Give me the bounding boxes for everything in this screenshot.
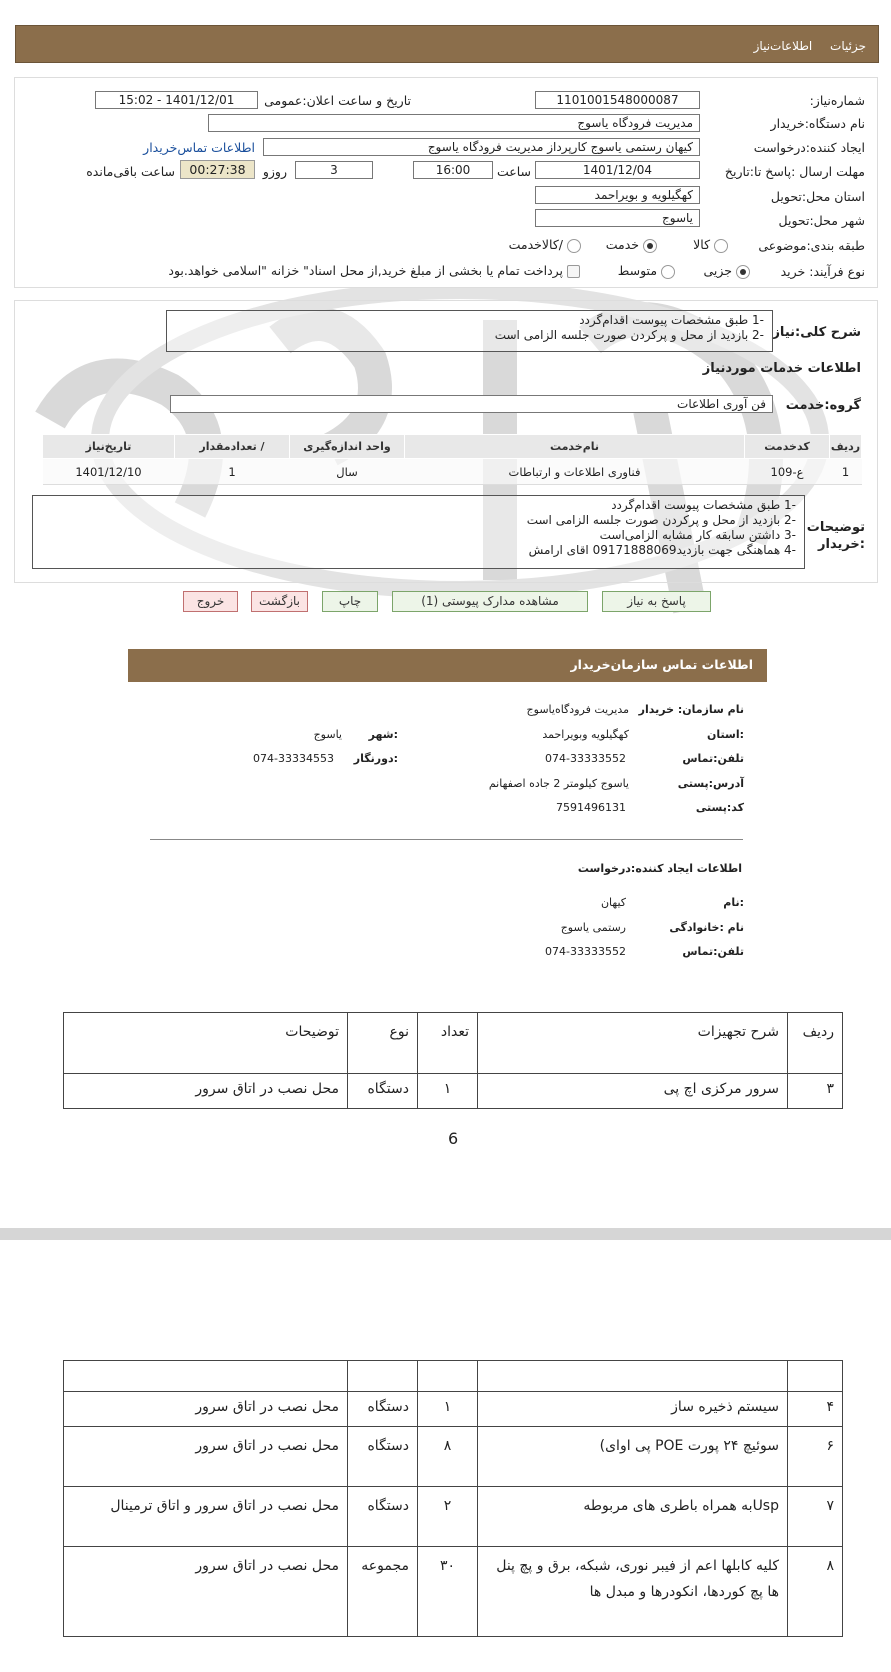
view-docs-button[interactable]: مشاهده مدارک پیوستی (1)	[392, 591, 588, 612]
cell-name: فناوری اطلاعات و ارتباطات	[405, 459, 745, 485]
eq2-count: ۳۰	[418, 1547, 478, 1637]
time-label: ساعت	[496, 164, 531, 179]
category-label: طبقه بندی:موضوعی	[758, 238, 865, 253]
phone2-value: 074-33333552	[545, 945, 626, 958]
buyer-note-line2: -2 بازدید از محل و پرکردن صورت جلسه الزامی است	[526, 513, 796, 527]
table-row	[64, 1392, 843, 1427]
name-value: کیهان	[600, 896, 626, 909]
services-table	[42, 434, 862, 485]
cell-qty: 1	[175, 459, 290, 485]
eq2-row: ۴	[788, 1392, 843, 1427]
radio-goods[interactable]	[714, 239, 728, 253]
group-field: فن آوری اطلاعات	[170, 395, 773, 413]
deadline-time-field: 16:00	[413, 161, 493, 179]
eq2-row: ۸	[788, 1547, 843, 1637]
radio-partial-label: جزیی	[703, 263, 733, 278]
col-row: ردیف	[830, 435, 862, 459]
radio-partial[interactable]	[736, 265, 750, 279]
family-value: رستمی یاسوج	[560, 921, 626, 934]
radio-both[interactable]	[567, 239, 581, 253]
contact-title-bar: اطلاعات تماس سازمان‌خریدار	[128, 649, 767, 682]
announce-label: تاریخ و ساعت اعلان:عمومی	[264, 93, 411, 108]
payment-note: پرداخت تمام یا بخشی از مبلغ خرید,از محل اسناد" خزانه "اسلامی خواهد.بود	[168, 263, 564, 278]
page-separator	[0, 1228, 891, 1240]
eq2-row: ۷	[788, 1487, 843, 1547]
family-label: نام :خانوادگی	[669, 921, 744, 934]
buyer-label: نام دستگاه:خریدار	[770, 116, 865, 131]
divider	[150, 839, 743, 840]
eq2-empty-1	[788, 1361, 843, 1392]
payment-checkbox[interactable]	[567, 265, 580, 278]
eq2-desc: سوئیچ ۲۴ پورت POE پی اوای)	[478, 1427, 788, 1487]
eq2-notes: محل نصب در اتاق سرور	[64, 1547, 348, 1637]
col-date: تاریخ‌نیاز	[43, 435, 175, 459]
col-code: کدخدمت	[745, 435, 830, 459]
need-number-field: 1101001548000087	[535, 91, 700, 109]
group-label: گروه:خدمت	[785, 398, 861, 413]
eq-col-count: تعداد	[418, 1013, 478, 1074]
radio-both-label: /کالاخدمت	[508, 237, 564, 252]
buyer-note-line1: -1 طبق مشخصات پیوست اقدام‌گردد	[611, 498, 796, 512]
remaining-label: ساعت باقی‌مانده	[86, 164, 175, 179]
org-value: مدیریت فرودگاه‌یاسوج	[526, 703, 629, 716]
creator-label: ایجاد کننده:درخواست	[753, 140, 865, 155]
postal-value: 7591496131	[556, 801, 626, 814]
equip-empty-row	[64, 1361, 843, 1392]
category-both[interactable]	[509, 237, 581, 253]
eq2-empty-3	[418, 1361, 478, 1392]
province-field: کهگیلویه و بویراحمد	[535, 186, 700, 204]
buyer-notes-label: توضیحات :خریدار	[806, 520, 865, 552]
eq-col-desc: شرح تجهیزات	[478, 1013, 788, 1074]
province-label: استان محل:تحویل	[770, 189, 865, 204]
deadline-date-field: 1401/12/04	[535, 161, 700, 179]
eq2-type: دستگاه	[348, 1392, 418, 1427]
eq2-empty-4	[348, 1361, 418, 1392]
postal-label: کد:پستی	[695, 801, 744, 814]
province-contact-value: کهگیلویه وبویراحمد	[542, 728, 629, 741]
name-label: :نام	[723, 896, 744, 909]
eq2-count: ۱	[418, 1392, 478, 1427]
address-label: آدرس:پستی	[677, 777, 744, 790]
table-row	[64, 1487, 843, 1547]
reply-button[interactable]: پاسخ به نیاز	[602, 591, 711, 612]
eq2-empty-5	[64, 1361, 348, 1392]
process-medium[interactable]	[618, 263, 675, 279]
services-header-row	[43, 435, 862, 459]
eq2-desc: کلیه کابلها اعم از فیبر نوری، شبکه، برق و پچ پنل ها پچ کوردها، انکودرها و مبدل ها	[478, 1547, 788, 1637]
print-button[interactable]: چاپ	[322, 591, 378, 612]
deadline-label: مهلت ارسال :پاسخ تا:تاریخ	[724, 164, 865, 179]
buyer-contact-link[interactable]: اطلاعات تماس‌خریدار	[143, 140, 255, 155]
eq2-row: ۶	[788, 1427, 843, 1487]
eq-col-row: ردیف	[788, 1013, 843, 1074]
buyer-notes-box	[32, 495, 805, 569]
eq-cell-row: ۳	[788, 1074, 843, 1109]
equipment-table-2	[63, 1360, 843, 1637]
days-label: روزو	[262, 164, 287, 179]
eq2-type: دستگاه	[348, 1427, 418, 1487]
eq2-type: مجموعه	[348, 1547, 418, 1637]
table-row	[43, 459, 862, 485]
eq-col-type: نوع	[348, 1013, 418, 1074]
header-bar	[15, 25, 879, 63]
process-label: نوع فرآیند: خرید	[780, 264, 865, 279]
services-title: اطلاعات خدمات موردنیاز	[702, 361, 861, 376]
remaining-timer: 00:27:38	[180, 160, 255, 179]
table-row	[64, 1547, 843, 1637]
org-label: نام سازمان: خریدار	[638, 703, 744, 716]
col-qty: / تعدادمقدار	[175, 435, 290, 459]
table-row	[64, 1074, 843, 1109]
general-desc-line2: -2 بازدید از محل و پرکردن صورت جلسه الزامی است	[494, 328, 764, 342]
general-desc-line1: -1 طبق مشخصات پیوست اقدام‌گردد	[579, 313, 764, 327]
process-partial[interactable]	[703, 263, 750, 279]
eq2-empty-2	[478, 1361, 788, 1392]
city-label: شهر محل:تحویل	[778, 213, 865, 228]
phone-value: 074-33333552	[545, 752, 626, 765]
creator-field: کیهان رستمی یاسوج کارپرداز مدیریت فرودگاه یاسوج	[263, 138, 700, 156]
table-row	[64, 1427, 843, 1487]
address-value: یاسوج کیلومتر 2 جاده اصفهانم	[488, 777, 629, 790]
city-field: یاسوج	[535, 209, 700, 227]
province-contact-label: :استان	[707, 728, 744, 741]
tab-need-info[interactable]: اطلاعات‌نیاز	[753, 39, 813, 53]
cell-unit: سال	[290, 459, 405, 485]
city-contact-label: :شهر	[368, 728, 398, 741]
eq2-notes: محل نصب در اتاق سرور و اتاق ترمینال	[64, 1487, 348, 1547]
days-field: 3	[295, 161, 373, 179]
eq2-desc: سیستم ذخیره ساز	[478, 1392, 788, 1427]
col-name: نام‌خدمت	[405, 435, 745, 459]
radio-medium[interactable]	[661, 265, 675, 279]
eq-col-notes: توضیحات	[64, 1013, 348, 1074]
cell-row: 1	[830, 459, 862, 485]
radio-medium-label: متوسط	[617, 263, 658, 278]
radio-service[interactable]	[643, 239, 657, 253]
eq2-count: ۸	[418, 1427, 478, 1487]
exit-button[interactable]: خروج	[183, 591, 238, 612]
eq-cell-type: دستگاه	[348, 1074, 418, 1109]
buyer-note-line3: -3 داشتن سابقه کار مشابه الزامی‌است	[599, 528, 796, 542]
eq-cell-notes: محل نصب در اتاق سرور	[64, 1074, 348, 1109]
equip-header-row	[64, 1013, 843, 1074]
tab-details[interactable]: جزئیات	[830, 39, 866, 53]
eq2-desc: Uspبه همراه باطری های مربوطه	[478, 1487, 788, 1547]
payment-option[interactable]	[168, 263, 580, 278]
general-desc-label: شرح کلی:نیاز	[772, 325, 861, 340]
radio-service-label: خدمت	[605, 237, 640, 252]
back-button[interactable]: بازگشت	[251, 591, 308, 612]
eq-cell-count: ۱	[418, 1074, 478, 1109]
buyer-field: مدیریت فرودگاه یاسوج	[208, 114, 700, 132]
equipment-table-1	[63, 1012, 843, 1109]
cell-date: 1401/12/10	[43, 459, 175, 485]
need-number-label: شماره‌نیاز:	[809, 93, 865, 108]
category-goods[interactable]	[693, 237, 728, 253]
creator-info-title: اطلاعات ایجاد کننده:درخواست	[577, 862, 742, 875]
fax-value: 074-33334553	[253, 752, 334, 765]
fax-label: :دورنگار	[353, 752, 398, 765]
phone2-label: تلفن:تماس	[682, 945, 744, 958]
eq2-notes: محل نصب در اتاق سرور	[64, 1427, 348, 1487]
phone-label: تلفن:تماس	[682, 752, 744, 765]
general-desc-box	[166, 310, 773, 352]
buyer-note-line4: -4 هماهنگی جهت بازدید09171888069 اقای ارامش	[528, 543, 796, 557]
announce-field: 1401/12/01 - 15:02	[95, 91, 258, 109]
page-number: 6	[448, 1129, 459, 1148]
eq2-type: دستگاه	[348, 1487, 418, 1547]
eq-cell-desc: سرور مرکزی اچ پی	[478, 1074, 788, 1109]
eq2-notes: محل نصب در اتاق سرور	[64, 1392, 348, 1427]
cell-code: ع-109	[745, 459, 830, 485]
category-service[interactable]	[606, 237, 657, 253]
city-contact-value: یاسوج	[313, 728, 342, 741]
eq2-count: ۲	[418, 1487, 478, 1547]
radio-goods-label: کالا	[693, 237, 711, 252]
col-unit: واحد اندازه‌گیری	[290, 435, 405, 459]
